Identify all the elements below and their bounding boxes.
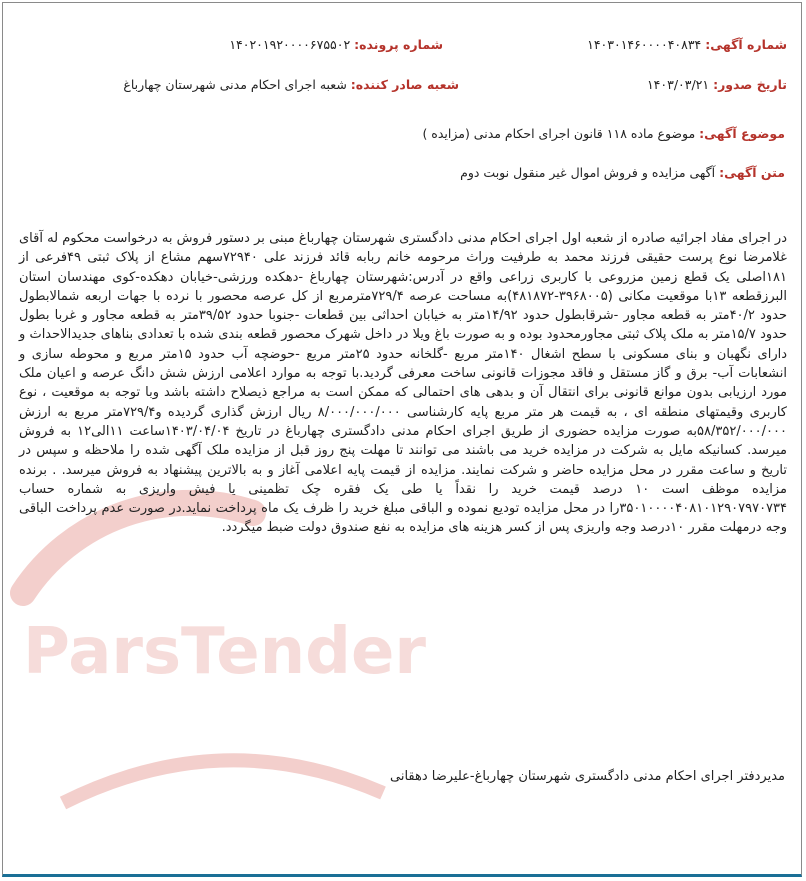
notice-number-value: ۱۴۰۳۰۱۴۶۰۰۰۰۴۰۸۳۴ bbox=[587, 37, 702, 52]
issue-date-label: تاریخ صدور: bbox=[713, 77, 787, 92]
title-label: متن آگهی: bbox=[719, 165, 785, 180]
issuer-value: شعبه اجرای احکام مدنی شهرستان چهارباغ bbox=[123, 77, 347, 92]
signature: مدیردفتر اجرای احکام مدنی دادگستری شهرستان چهارباغ-علیرضا دهقانی bbox=[389, 769, 785, 784]
title-value: آگهی مزایده و فروش اموال غیر منقول نوبت دوم bbox=[460, 165, 716, 180]
notice-body: در اجرای مفاد اجرائیه صادره از شعبه اول اجرای احکام مدنی دادگستری شهرستان چهارباغ مبنی بر دستور فروش به درخواست محکوم له آقای غلامرضا نوع پرست حقیقی فرزند محمد به طرفیت وراث مرحومه خانم ربابه قائد فرزند علی ۷۲۹۴۰سهم مشاع از پلاک ثبتی ۴۹فرعی از ۱۸۱اصلی یک قطع زمین مزروعی با کاربری زراعی واقع در آدرس:شهرستان چهارباغ -دهکده ورزشی-خیابان دهکده-کوی مهندسان استان البرزقطعه ۱۳با موقعیت مکانی (۳۹۶۸۰۰۵-۴۸۱۸۷۲)به مساحت عرصه ۷۲۹/۴مترمربع از کل عرصه محصور با نرده با جهات اربعه شمالابطول حدود ۴۰/۲متر به قطعه مجاور -شرقابطول حدود ۱۴/۹۲متر به خیابان احداثی بین قطعات -جنوبا حدود ۳۹/۵۲متر به قطعه مجاور و غربا بطول حدود ۱۵/۷متر به ملک پلاک ثبتی مجاورمحدود بوده و به صورت باغ ویلا در داخل شهرک محصور قطعه بندی شده با تعدادی بناهای جدیدالاحداث و دارای نگهبان و بنای مسکونی با سطح اشغال ۱۴۰متر مربع -گلخانه حدود ۲۵متر مربع -حوضچه آب حدود ۱۵متر مربع و محوطه سازی و انشعابات آب- برق و گاز مستقل و فاقد مجوزات قانونی ساخت معرفی گردید.با توجه به موارد اعلامی ارزش شش دانگ عرصه و اعیان ملک مورد ارزیابی بدون موانع قانونی برای انتقال آن و بدهی های احتمالی که ممکن است به مراجع ذیصلاح داشته باشد وبا توجه به موقعیت ، نوع کاربری وقیمتهای منطقه ای ، به قیمت هر متر مربع پایه کارشناسی ۸/۰۰۰/۰۰۰/۰۰۰ ریال ارزش گذاری گردیده و۷۲۹/۴متر مربع به ارزش ۵۸/۳۵۲/۰۰۰/۰۰۰به صورت مزایده حضوری از طریق اجرای احکام مدنی دادگستری چهارباغ در تاریخ ۱۴۰۳/۰۴/۰۴ساعت ۱۱الی۱۲ به فروش میرسد. کسانیکه مایل به شرکت در مزایده خرید می باشند می توانند تا مهلت پنج روز قبل از مزایده ملک آگهی شده را ملاحظه و سپس در تاریخ و ساعت مقرر در محل مزایده حاضر و شرکت نمایند. مزایده از قیمت پایه اعلامی آغاز و به بالاترین پیشنهاد به فروش میرسد. . برنده مزایده موظف است ۱۰ درصد قیمت خرید را نقداً یا طی یک فقره چک تظمینی یا فیش واریزی به شماره حساب ۳۵۰۱۰۰۰۰۴۰۸۱۰۱۲۹۰۷۹۷۰۷۳۴را در محل مزایده تودیع نموده و الباقی مبلغ خرید را ظرف یک ماه پرداخت نماید.در صورت عدم پرداخت الباقی وجه درمهلت مقرر ۱۰درصد وجه واریزی پس از کسر هزینه های مزایده به نفع صندوق دولت ضبط میگردد. bbox=[19, 231, 788, 536]
issue-date-value: ۱۴۰۳/۰۳/۲۱ bbox=[646, 77, 710, 92]
case-number-field bbox=[229, 37, 443, 52]
issuer-label: شعبه صادر کننده: bbox=[350, 77, 459, 92]
watermark-swoosh-icon bbox=[63, 760, 383, 803]
subject-field bbox=[422, 126, 785, 141]
issuer-field bbox=[123, 77, 459, 92]
notice-number-label: شماره آگهی: bbox=[705, 37, 787, 52]
watermark-text: ParsTender bbox=[23, 615, 426, 689]
notice-number-field bbox=[587, 37, 787, 52]
issue-date-field bbox=[647, 77, 787, 92]
case-number-label: شماره پرونده: bbox=[354, 37, 443, 52]
subject-label: موضوع آگهی: bbox=[699, 126, 785, 141]
subject-value: موضوع ماده ۱۱۸ قانون اجرای احکام مدنی (مزایده ) bbox=[422, 126, 696, 141]
case-number-value: ۱۴۰۲۰۱۹۲۰۰۰۰۶۷۵۵۰۲ bbox=[229, 37, 351, 52]
title-field bbox=[460, 165, 785, 180]
notice-card bbox=[2, 2, 802, 877]
